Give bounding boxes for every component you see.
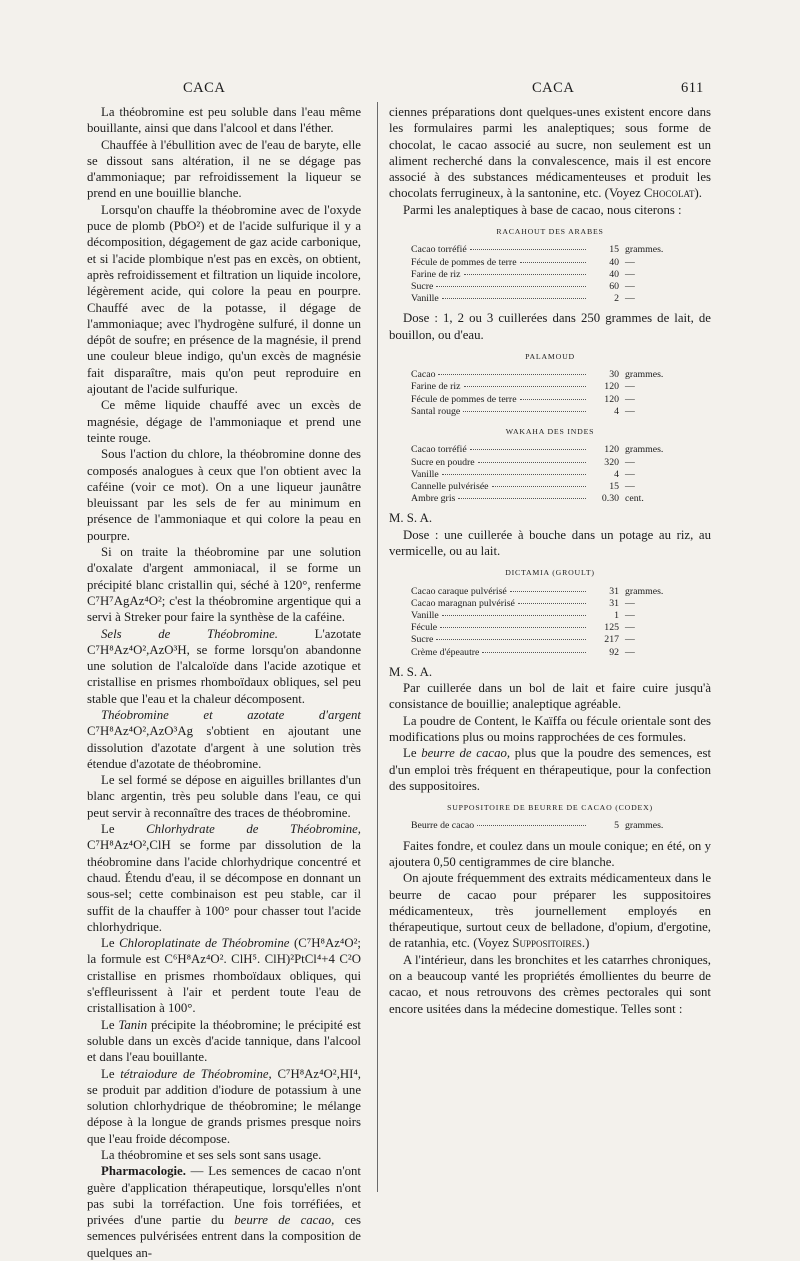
recipe-title: DICTAMIA (GROULT) <box>505 568 595 578</box>
ingredient-quantity: 1 <box>614 610 619 621</box>
leader-dots <box>492 486 586 487</box>
ingredient-row <box>411 820 693 832</box>
paragraph: Si on traite la théobromine par une solution d'oxalate d'argent ammoniacal, il se forme un précipité blanc cristallin qui, séché à 120°, renferme C⁷H⁷AgAz⁴O²; c'est la théobromine argentique qui a servi à Streker pour faire la synthèse de la caféine. <box>87 545 361 625</box>
ingredient-row <box>411 244 693 256</box>
leader-dots <box>436 286 586 287</box>
ingredient-quantity: 120 <box>604 444 619 456</box>
ingredient-name: Fécule de pommes de terre <box>411 393 517 405</box>
leader-dots <box>438 374 586 375</box>
ingredient-row <box>411 444 693 456</box>
paragraph-text: .) <box>581 936 590 951</box>
ingredient-row <box>411 406 693 418</box>
leader-dots <box>520 399 586 400</box>
paragraph-text: — Les semences de cacao n'ont guère d'application thérapeutique, lorsqu'elles n'ont pas subi la torréfaction. Une fois torréfiées, et privées d'une partie du <box>87 1164 361 1228</box>
leader-dots <box>463 411 586 412</box>
ingredient-row <box>411 369 693 381</box>
ingredient-unit: — <box>625 646 635 658</box>
ingredient-unit: — <box>625 622 635 634</box>
ingredient-quantity: 125 <box>604 622 619 634</box>
paragraph-text: Le <box>101 1066 121 1081</box>
ingredient-unit: grammes. <box>625 444 664 456</box>
msa-note: M. S. A. <box>389 664 433 679</box>
paragraph: Dose : une cuillerée à bouche dans un potage au riz, au vermicelle, ou au lait. <box>389 527 711 558</box>
ingredient-quantity: 120 <box>604 381 619 393</box>
paragraph: La théobromine et ses sels sont sans usage. <box>101 1148 322 1162</box>
leader-dots <box>470 249 586 250</box>
term-italic: Chlorhydrate de Théobromine, <box>146 822 361 837</box>
ingredient-name: Farine de riz <box>411 381 461 393</box>
leader-dots <box>477 825 586 826</box>
paragraph-text: précipite la théobromine; le précipité est soluble dans un excès d'acide tannique, dans l'alcool et dans l'eau bouillante. <box>87 1017 361 1065</box>
paragraph-text: Le <box>101 1017 119 1032</box>
left-column <box>87 104 361 1261</box>
ingredient-quantity: 30 <box>609 369 619 381</box>
paragraph-text: On ajoute fréquemment des extraits médicamenteux dans le beurre de cacao pour préparer les suppositoires médicamenteux, très journellement employés en thérapeutique, surtout ceux de belladone, d'opium, d'ergotine, de ratanhia, etc. (Voyez <box>389 871 711 951</box>
running-head-right: CACA <box>532 80 575 96</box>
ingredient-unit: grammes. <box>625 244 664 256</box>
leader-dots <box>440 627 586 628</box>
term-italic: tétraiodure de Théobromine, <box>120 1066 272 1081</box>
ingredient-quantity: 92 <box>609 646 619 658</box>
ingredient-name: Cacao caraque pulvérisé <box>411 585 507 597</box>
ingredient-name: Fécule <box>411 622 438 634</box>
leader-dots <box>458 498 586 499</box>
column-divider <box>377 102 378 1192</box>
ingredient-name: Cannelle pulvérisée <box>411 481 489 492</box>
ingredient-name: Farine de riz <box>411 268 461 280</box>
ingredient-row <box>411 257 693 269</box>
ingredient-name: Santal rouge <box>411 405 461 417</box>
ingredient-quantity: 15 <box>609 244 619 256</box>
paragraph: La poudre de Content, le Kaïffa ou fécule orientale sont des modifications plus ou moins rapprochées de ces formules. <box>389 713 711 744</box>
ingredient-quantity: 40 <box>609 268 619 280</box>
ingredient-unit: — <box>625 634 635 646</box>
ingredient-name: Vanille <box>411 610 439 621</box>
ingredient-unit: — <box>625 405 635 417</box>
ingredient-unit: — <box>625 481 635 492</box>
ingredient-unit: grammes. <box>625 820 664 832</box>
recipe-title: RACAHOUT DES ARABES <box>496 227 604 237</box>
ingredient-name: Sucre en poudre <box>411 456 475 468</box>
ingredient-row <box>411 610 693 622</box>
paragraph-text: C⁷H⁸Az⁴O²,ClH se forme par dissolution de la théobromine dans l'acide chlorhydrique concentré et chaud. Étendu d'eau, il se décompose en donnant un sous-sel; cette combinaison est peu stable, car il suffit de la chauffer à 100° pour chasser tout l'acide chlorhydrique. <box>87 838 361 934</box>
ingredient-quantity: 15 <box>609 481 619 492</box>
term-italic: Tanin <box>118 1017 148 1032</box>
recipe-table <box>411 820 693 832</box>
msa-note: M. S. A. <box>389 511 433 526</box>
leader-dots <box>442 298 586 299</box>
ingredient-quantity: 40 <box>609 256 619 268</box>
ingredient-name: Sucre <box>411 280 434 292</box>
paragraph: Chauffée à l'ébullition avec de l'eau de baryte, elle se dissout sans altération, il ne se dégage pas d'ammoniaque; par refroidissement la liqueur se prend en une bouillie blanche. <box>87 137 361 201</box>
recipe-table <box>411 369 693 418</box>
ingredient-quantity: 217 <box>604 634 619 646</box>
term-italic: Théobromine et azotate d'argent <box>101 707 361 722</box>
ingredient-name: Cacao torréfié <box>411 244 467 256</box>
ingredient-unit: — <box>625 393 635 405</box>
ingredient-row <box>411 394 693 406</box>
ingredient-quantity: 5 <box>614 820 619 832</box>
paragraph <box>389 870 711 951</box>
recipe-title: PALAMOUD <box>525 351 575 361</box>
ingredient-unit: — <box>625 610 635 621</box>
paragraph: A l'intérieur, dans les bronchites et les catarrhes chroniques, on a beaucoup vanté les propriétés émollientes du beurre de cacao, et nous retrouvons des crèmes pectorales qui sont encore usitées dans la médecine domestique. Telles sont : <box>389 952 711 1016</box>
paragraph <box>389 745 711 794</box>
leader-dots <box>442 474 586 475</box>
ingredient-row <box>411 586 693 598</box>
paragraph: Faites fondre, et coulez dans un moule conique; en été, on y ajoutera 0,50 centigrammes de cire blanche. <box>389 838 711 869</box>
recipe-table <box>411 586 693 659</box>
cross-reference: Suppositoires <box>512 936 582 951</box>
ingredient-unit: grammes. <box>625 369 664 381</box>
paragraph <box>87 935 361 1016</box>
ingredient-quantity: 120 <box>604 393 619 405</box>
recipe-table <box>411 444 693 505</box>
ingredient-name: Beurre de cacao <box>411 820 475 832</box>
ingredient-unit: grammes. <box>625 585 664 597</box>
ingredient-unit: — <box>625 293 635 305</box>
ingredient-row <box>411 457 693 469</box>
ingredient-row <box>411 269 693 281</box>
ingredient-name: Vanille <box>411 293 439 305</box>
paragraph-text: ces semences pulvérisées entrent dans la composition de quelques an- <box>87 1213 362 1260</box>
ingredient-row <box>411 493 693 505</box>
ingredient-name: Cacao maragnan pulvérisé <box>411 597 515 609</box>
recipe-title: WAKAHA DES INDES <box>505 427 595 437</box>
paragraph-text: Le <box>101 822 147 837</box>
term-italic: beurre de cacao, <box>421 746 511 761</box>
ingredient-row <box>411 647 693 659</box>
ingredient-unit: — <box>625 268 635 280</box>
ingredient-row <box>411 481 693 493</box>
leader-dots <box>464 386 586 387</box>
paragraph: Ce même liquide chauffé avec un excès de magnésie, dégage de l'ammoniaque et prend une teinte rouge. <box>87 398 361 445</box>
ingredient-unit: — <box>625 468 635 480</box>
leader-dots <box>518 603 586 604</box>
page-number: 611 <box>681 80 704 96</box>
ingredient-name: Fécule de pommes de terre <box>411 256 517 268</box>
paragraph: Lorsqu'on chauffe la théobromine avec de l'oxyde puce de plomb (PbO²) et de l'acide sulfurique il y a décomposition, dégagement de gaz acide carbonique, et si l'acide plombique n'est pas en excès, on obtient, après refroidissement et filtration un liquide incolore, légèrement acide, qui colore la peau en pourpre. Chauffé avec de la potasse, il dégage de l'ammoniaque; avec l'hydrogène sulfuré, il donne un dépôt de soufre; en présence de la magnésie, il prend une couleur bleue indigo, qu'un excès de magnésie fait disparaître, mais qu'on peut reproduire en ajoutant de l'acide sulfurique. <box>87 202 361 397</box>
ingredient-row <box>411 622 693 634</box>
running-head-left: CACA <box>183 80 226 96</box>
ingredient-name: Crème d'épeautre <box>411 646 480 658</box>
ingredient-quantity: 4 <box>614 468 619 480</box>
paragraph <box>87 707 361 772</box>
paragraph-text: L'azotate C⁷H⁸Az⁴O²,AzO³H, se forme lorsqu'on abandonne une solution de l'alcaloïde dans l'acide azotique et cristallise en prismes rhomboïdaux obliques, sel peu stable que l'eau et la chaleur décomposent. <box>87 626 361 706</box>
ingredient-unit: — <box>625 597 635 609</box>
recipe-table <box>411 244 693 305</box>
leader-dots <box>482 652 586 653</box>
paragraph-text: Le <box>403 746 422 761</box>
paragraph: Dose : 1, 2 ou 3 cuillerées dans 250 grammes de lait, de bouillon, ou d'eau. <box>389 311 711 342</box>
paragraph-text: ciennes préparations dont quelques-unes existent encore dans les formulaires parmi les analeptiques; sous forme de chocolat, le cacao associé au sucre, non seulement est un aliment recherché dans la convalescence, mais il est encore associé à des substances médicamenteuses et produit les chocolats ferrugineux, à la santonine, etc. (Voyez <box>389 105 711 201</box>
ingredient-name: Sucre <box>411 634 434 646</box>
term-italic: beurre de cacao, <box>234 1213 335 1228</box>
ingredient-quantity: 4 <box>614 405 619 417</box>
paragraph <box>87 1017 361 1066</box>
paragraph: Par cuillerée dans un bol de lait et faire cuire jusqu'à consistance de bouillie; analeptique agréable. <box>389 681 711 712</box>
ingredient-quantity: 2 <box>614 293 619 305</box>
ingredient-unit: — <box>625 381 635 393</box>
paragraph-text: C⁷H⁸Az⁴O²,AzO³Ag s'obtient en ajoutant une dissolution d'azotate d'argent à une solution très étendue d'azotate de théobromine. <box>87 724 361 771</box>
paragraph <box>87 1163 361 1261</box>
right-column <box>389 104 711 1017</box>
ingredient-name: Ambre gris <box>411 493 456 505</box>
ingredient-quantity: 0.30 <box>601 493 619 505</box>
paragraph: Sous l'action du chlore, la théobromine donne des composés analogues à ceux que l'on obtient avec la caféine (voir ce mot). On a une liqueur jaunâtre bleuissant par les sels de fer au minimum en présence de l'ammoniaque et qui colore la peau en pourpre. <box>87 447 361 543</box>
ingredient-row <box>411 293 693 305</box>
term-italic: Sels de Théobromine. <box>101 626 278 641</box>
paragraph <box>87 821 361 935</box>
paragraph-text: Le <box>101 936 120 951</box>
ingredient-quantity: 320 <box>604 456 619 468</box>
recipe-title: SUPPOSITOIRE DE BEURRE DE CACAO (CODEX) <box>447 803 653 813</box>
paragraph-text: plus que la poudre des semences, est d'un emploi très fréquent en thérapeutique, pour la confection des suppositoires. <box>389 746 712 793</box>
ingredient-unit: — <box>625 256 635 268</box>
paragraph <box>389 104 711 202</box>
ingredient-unit: — <box>625 456 635 468</box>
cross-reference: Chocolat <box>643 186 695 201</box>
section-heading: Pharmacologie. <box>101 1164 186 1179</box>
ingredient-row <box>411 381 693 393</box>
ingredient-quantity: 60 <box>609 280 619 292</box>
ingredient-name: Vanille <box>411 468 439 480</box>
leader-dots <box>442 615 586 616</box>
paragraph: Le sel formé se dépose en aiguilles brillantes d'un blanc argentin, très peu soluble dans l'eau, ce qui peut servir à reconnaître des traces de théobromine. <box>87 773 361 820</box>
ingredient-name: Cacao <box>411 369 436 381</box>
paragraph: La théobromine est peu soluble dans l'eau même bouillante, ainsi que dans l'alcool et dans l'éther. <box>87 105 361 136</box>
leader-dots <box>470 449 586 450</box>
leader-dots <box>436 639 586 640</box>
ingredient-quantity: 31 <box>609 597 619 609</box>
term-italic: Chloroplatinate de Théobromine <box>119 936 290 951</box>
ingredient-row <box>411 469 693 481</box>
leader-dots <box>478 462 586 463</box>
paragraph-text: (C⁷H⁸Az⁴O²; la formule est C⁶H⁸Az⁴O². ClH⁵. ClH)²PtCl⁴+4 C²O cristallise en prismes rhomboïdaux obliques, qui s'effleurissent à l'air et perdent toute l'eau de cristallisation à 100°. <box>87 936 361 1016</box>
leader-dots <box>520 262 586 263</box>
ingredient-quantity: 31 <box>609 585 619 597</box>
leader-dots <box>510 591 586 592</box>
ingredient-row <box>411 634 693 646</box>
ingredient-row <box>411 281 693 293</box>
leader-dots <box>464 274 586 275</box>
ingredient-unit: cent. <box>625 493 644 505</box>
ingredient-name: Cacao torréfié <box>411 444 467 456</box>
paragraph-text: ). <box>694 186 702 201</box>
paragraph: Parmi les analeptiques à base de cacao, nous citerons : <box>403 202 682 217</box>
ingredient-row <box>411 598 693 610</box>
paragraph <box>87 626 361 707</box>
paragraph <box>87 1066 361 1147</box>
paragraph-text: C⁷H⁸Az⁴O²,HI⁴, se produit par addition d'iodure de potassium à une solution chlorhydrique de théobromine; le mélange dépose à la longue de grands prismes presque noirs que l'eau froide décompose. <box>87 1066 361 1146</box>
ingredient-unit: — <box>625 280 635 292</box>
